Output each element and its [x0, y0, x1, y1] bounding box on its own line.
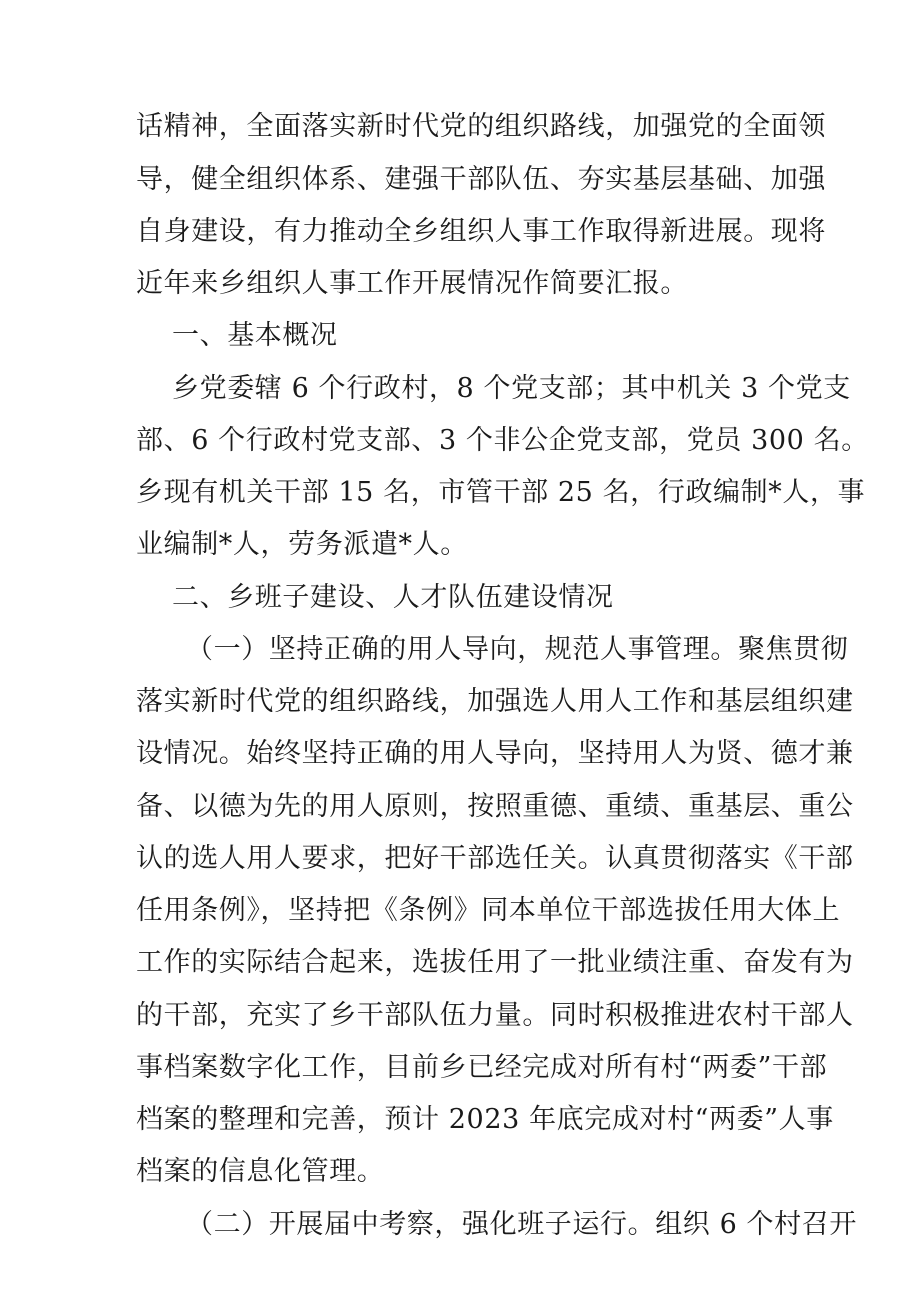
body-text-line: 业编制*人，劳务派遣*人。 — [136, 529, 468, 560]
section-heading: 一、基本概况 — [172, 320, 338, 351]
body-text-line: 落实新时代党的组织路线，加强选人用人工作和基层组织建 — [136, 686, 854, 717]
body-text-line: 档案的整理和完善，预计 2023 年底完成对村“两委”人事 — [136, 1104, 834, 1135]
body-text-line: 的干部，充实了乡干部队伍力量。同时积极推进农村干部人 — [136, 1000, 854, 1031]
body-text-line: 档案的信息化管理。 — [136, 1156, 385, 1187]
body-text-line: 备、以德为先的用人原则，按照重德、重绩、重基层、重公 — [136, 791, 854, 822]
subsection-heading-line: （二）开展届中考察，强化班子运行。组织 6 个村召开 — [186, 1209, 857, 1240]
body-text-line: 近年来乡组织人事工作开展情况作简要汇报。 — [136, 268, 688, 299]
body-text-line: 设情况。始终坚持正确的用人导向，坚持用人为贤、德才兼 — [136, 738, 854, 769]
body-text-line: 话精神，全面落实新时代党的组织路线，加强党的全面领 — [136, 111, 826, 142]
section-heading: 二、乡班子建设、人才队伍建设情况 — [172, 582, 614, 613]
body-text-line: 任用条例》，坚持把《条例》同本单位干部选拔任用大体上 — [136, 895, 841, 926]
body-text-line: 事档案数字化工作，目前乡已经完成对所有村“两委”干部 — [136, 1052, 828, 1083]
body-text-line: 工作的实际结合起来，选拔任用了一批业绩注重、奋发有为 — [136, 947, 854, 978]
body-text-line: 自身建设，有力推动全乡组织人事工作取得新进展。现将 — [136, 216, 826, 247]
body-text-line: 导，健全组织体系、建强干部队伍、夯实基层基础、加强 — [136, 164, 826, 195]
body-text-line: 乡现有机关干部 15 名，市管干部 25 名，行政编制*人，事 — [136, 477, 866, 508]
subsection-heading-line: （一）坚持正确的用人导向，规范人事管理。聚焦贯彻 — [186, 634, 849, 665]
body-text-line: 乡党委辖 6 个行政村，8 个党支部；其中机关 3 个党支 — [172, 373, 851, 404]
body-text-line: 认的选人用人要求，把好干部选任关。认真贯彻落实《干部 — [136, 843, 854, 874]
body-text-line: 部、6 个行政村党支部、3 个非公企党支部，党员 300 名。 — [136, 425, 869, 456]
